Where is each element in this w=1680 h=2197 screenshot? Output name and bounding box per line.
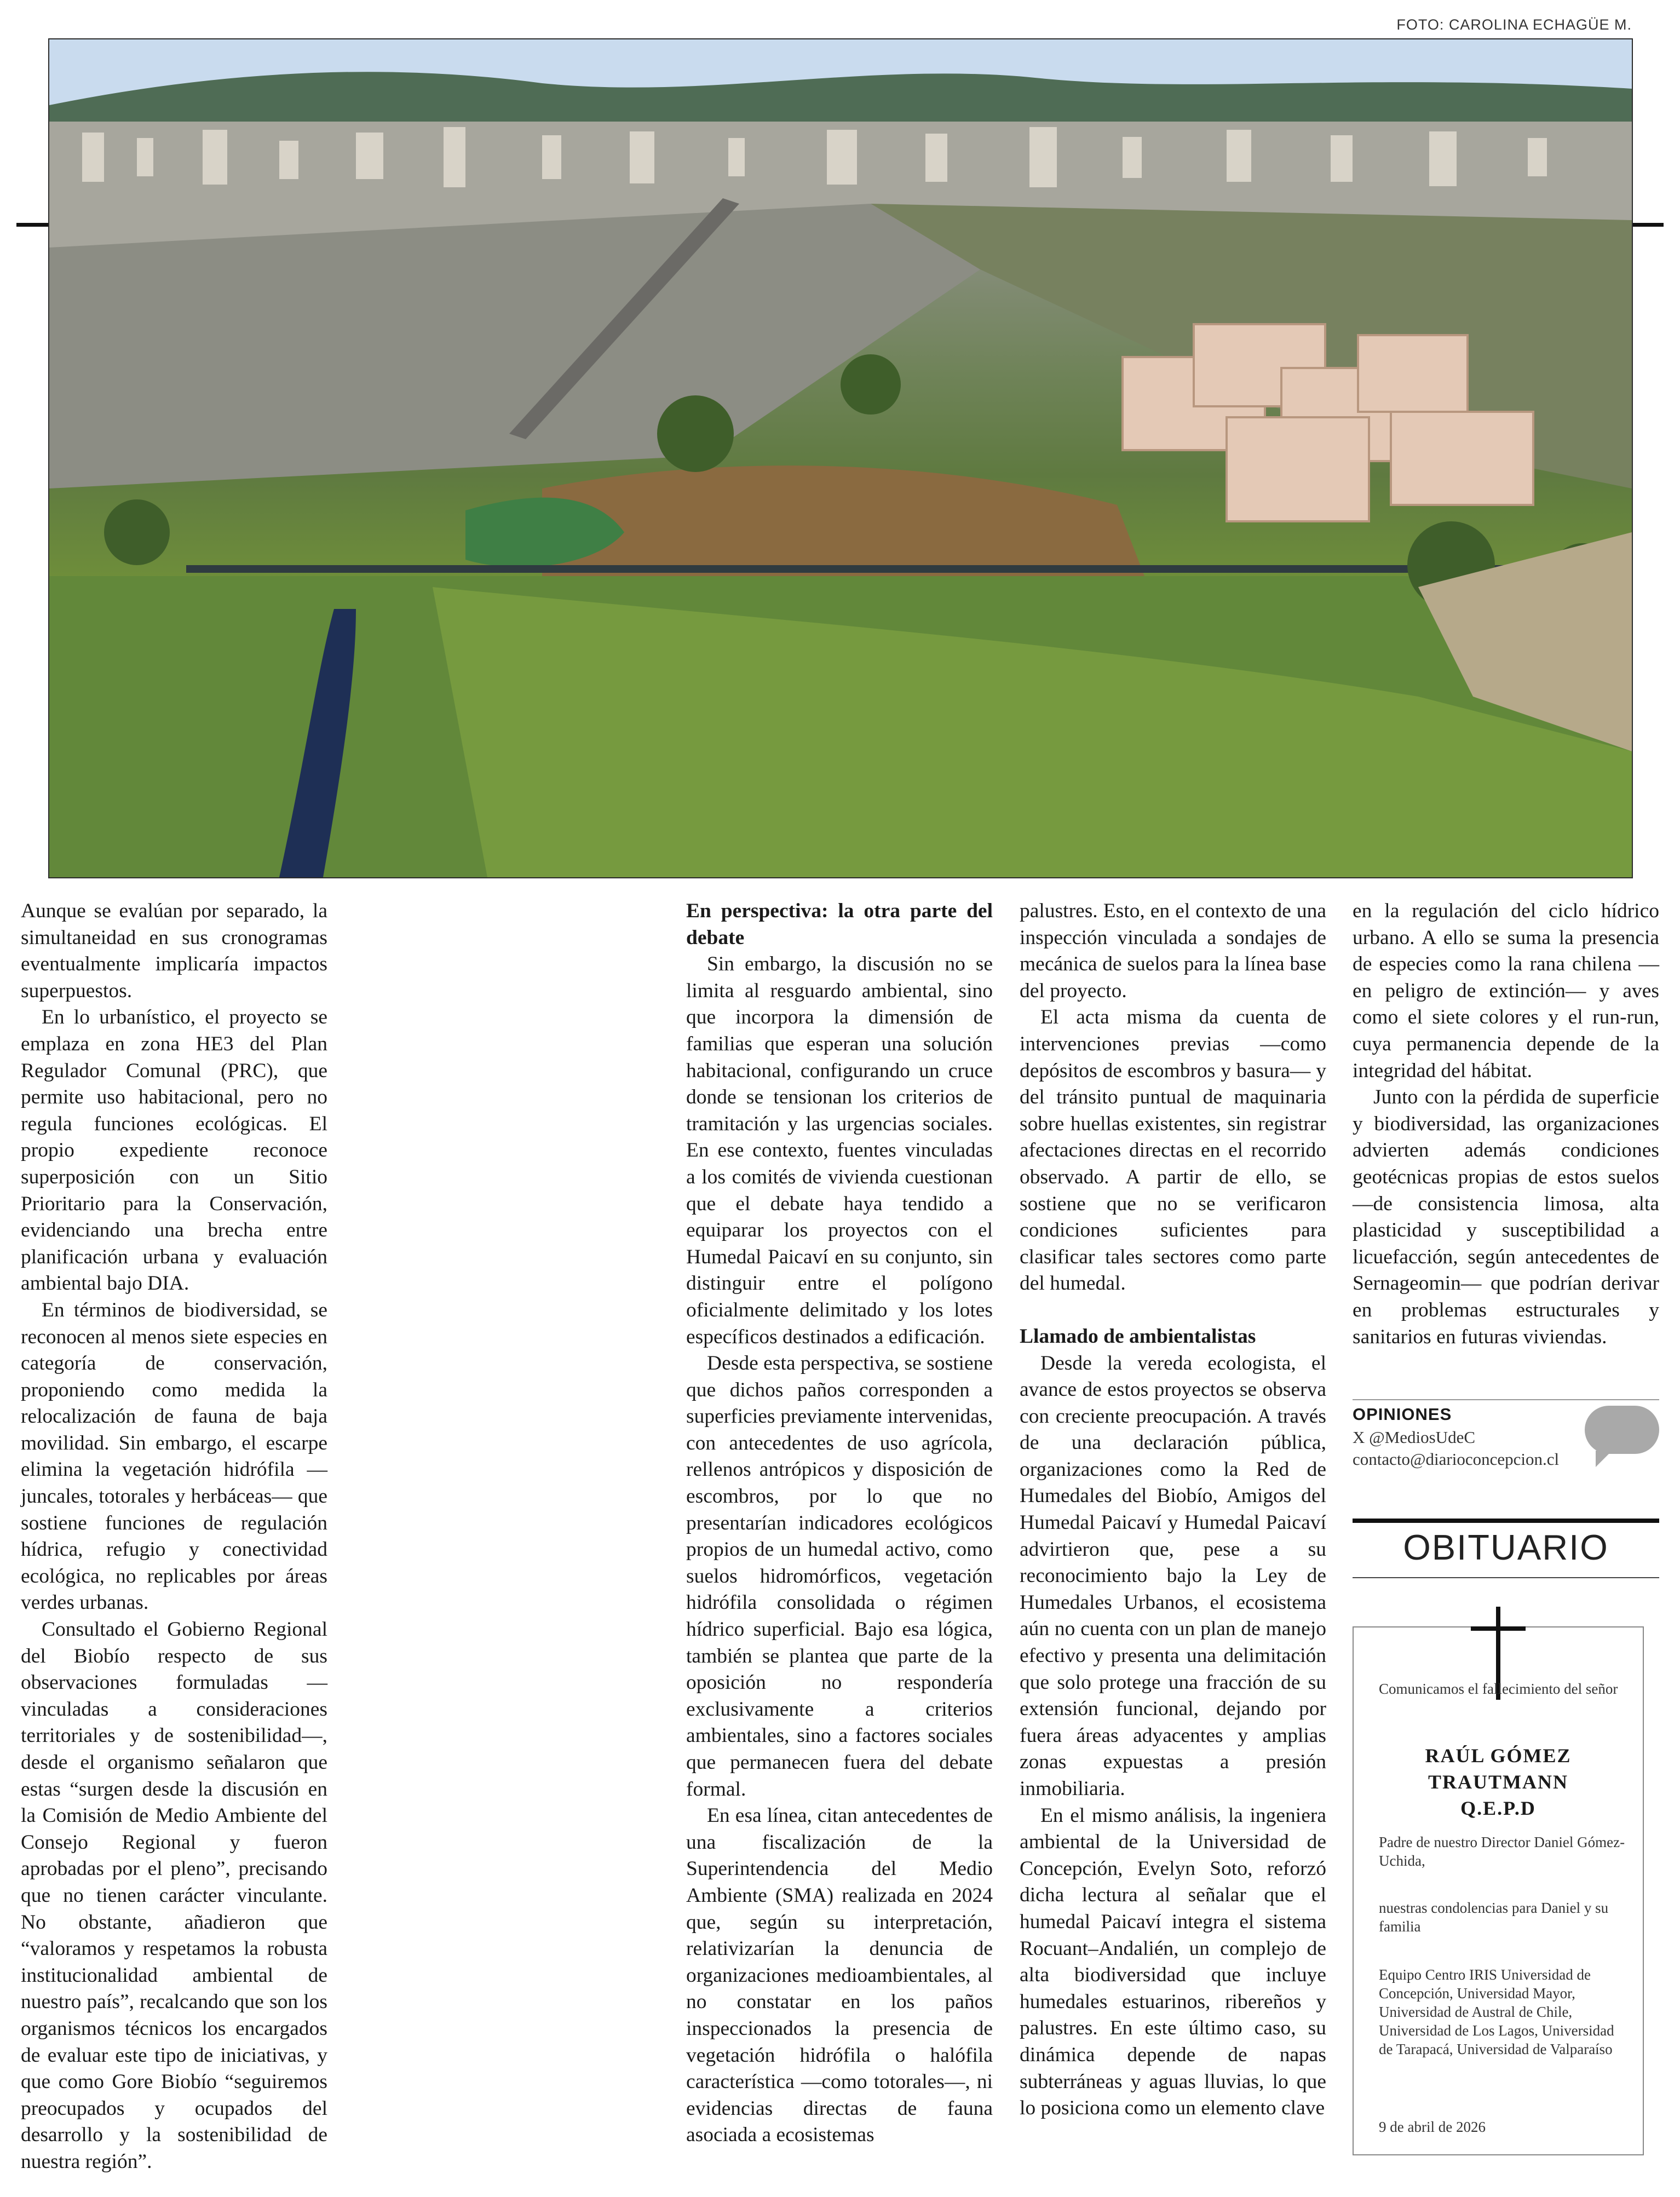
article-paragraph: Desde esta perspectiva, se sostiene que dichos paños corresponden a superficies previamente intervenidas, con antecedentes de uso agrícola, rellenos antrópicos y disposición de escombros, por lo que no presentarían indicadores ecológicos propios de un humedal activo, como suelos hidromórficos, vegetación hidrófila consolidada o régimen hídrico superficial. Bajo esa lógica, también se plantea que parte de la oposición no respondería exclusivamente a criterios ambientales, sino a factores sociales que permanecen fuera del debate formal. xyxy=(686,1352,993,1801)
subheading-ambientalistas: Llamado de ambientalistas xyxy=(1020,1325,1256,1348)
article-paragraph: En términos de biodiversidad, se reconocen al menos siete especies en categoría de conservación, proponiendo como medida la relocalización de fauna de baja movilidad. Sin embargo, el escarpe elimina la vegetación hidrófila —juncales, totorales y herbáceas— que sostiene funciones de regulación hídrica, refugio y conectividad ecológica, no replicables por áreas verdes urbanas. xyxy=(21,1298,327,1614)
obituario-title: OBITUARIO xyxy=(1403,1527,1609,1567)
obituary-card xyxy=(1353,1626,1644,2155)
obituary-name-line: TRAUTMANN xyxy=(1428,1771,1568,1793)
article-paragraph: Aunque se evalúan por separado, la simultaneidad en sus cronogramas eventualmente implicaría impactos superpuestos. xyxy=(21,900,327,1002)
obituary-name xyxy=(1368,1742,1629,1821)
aerial-photo-illustration xyxy=(49,39,1632,877)
article-paragraph: En esa línea, citan antecedentes de una fiscalización de la Superintendencia del Medio Ambiente (SMA) realizada en 2024 que, según su interpretación, relativizarían la denuncia de organizaciones medioambientales, al no constatar en los paños inspeccionados la presencia de vegetación hidrófila o halófila característica —como totorales—, ni evidencias directas de fauna asociada a ecosistemas xyxy=(686,1804,993,2147)
opiniones-box xyxy=(1353,1399,1659,1469)
speech-bubble-icon xyxy=(1585,1406,1659,1454)
article-column-3 xyxy=(1020,898,1326,2122)
article-paragraph: El acta misma da cuenta de intervenciones previas —como depósitos de escombros y basura— y del tránsito puntual de maquinaria sobre huellas existentes, sin registrar afectaciones directas en el recorrido observado. A partir de ello, se sostiene que no se verificaron condiciones suficientes para clasificar tales sectores como parte del humedal. xyxy=(1020,1006,1326,1295)
obituary-date: 9 de abril de 2026 xyxy=(1379,2119,1486,2135)
aerial-photo xyxy=(48,38,1633,878)
obituary-name-line: RAÚL GÓMEZ xyxy=(1425,1745,1572,1767)
obituary-relation: Padre de nuestro Director Daniel Gómez-Uchida, xyxy=(1379,1834,1625,1869)
article-paragraph: Sin embargo, la discusión no se limita al resguardo ambiental, sino que incorpora la dimensión de familias que esperan una solución habitacional, configurando un cruce donde se tensionan los criterios de tramitación y las urgencias sociales. En ese contexto, fuentes vinculadas a los comités de vivienda cuestionan que el debate haya tendido a equiparar los proyectos con el Humedal Paicaví en su conjunto, sin distinguir entre el polígono oficialmente delimitado y los lotes específicos destinados a edificación. xyxy=(686,953,993,1348)
article-paragraph: en la regulación del ciclo hídrico urbano. A ello se suma la presencia de especies como la rana chilena —en peligro de extinción— y aves como el siete colores y el run-run, cuya permanencia depende de la integridad del hábitat. xyxy=(1353,900,1659,1082)
obituary-name-line: Q.E.P.D xyxy=(1460,1797,1536,1819)
article-paragraph: En el mismo análisis, la ingeniera ambiental de la Universidad de Concepción, Evelyn Soto, reforzó dicha lectura al señalar que el humedal Paicaví integra el sistema Rocuant–Andalién, un complejo de alta biodiversidad que incluye humedales estuarinos, ribereños y palustres. En este último caso, su dinámica depende de napas subterráneas y aguas lluvias, lo que lo posiciona como un elemento clave xyxy=(1020,1804,1326,2120)
article-column-4 xyxy=(1353,898,1659,1350)
page-edge-mark-right xyxy=(1630,223,1664,227)
article-column-1 xyxy=(21,898,327,2176)
obituario-top-bar xyxy=(1353,1519,1659,1523)
article-paragraph: Consultado el Gobierno Regional del Biobío respecto de sus observaciones formuladas —vinculadas a consideraciones territoriales y de sostenibilidad—, desde el organismo señalaron que estas “surgen desde la discusión en la Comisión de Medio Ambiente del Consejo Regional y fueron aprobadas por el pleno”, precisando que no tienen carácter vinculante. No obstante, añadieron que “valoramos y respetamos la robusta institucionalidad ambiental de nuestro país”, recalcando que son los organismos técnicos los encargados de evaluar este tipo de iniciativas, y que como Gore Biobío “seguiremos preocupados y ocupados del desarrollo y la sostenibilidad de nuestra región”. xyxy=(21,1618,327,2173)
opiniones-email[interactable]: contacto@diarioconcepcion.cl xyxy=(1353,1450,1560,1469)
article-paragraph: Junto con la pérdida de superficie y biodiversidad, las organizaciones advierten además condiciones geotécnicas propias de estos suelos —de consistencia limosa, alta plasticidad y susceptibilidad a licuefacción, según antecedentes de Sernageomin— que podrían derivar en problemas estructurales y sanitarios en futuras viviendas. xyxy=(1353,1086,1659,1348)
opiniones-title: OPINIONES xyxy=(1353,1405,1452,1424)
photo-credit: FOTO: CAROLINA ECHAGÜE M. xyxy=(1396,16,1632,33)
obituary-intro: Comunicamos el fallecimiento del señor xyxy=(1379,1681,1618,1697)
article-paragraph: palustres. Esto, en el contexto de una inspección vinculada a sondajes de mecánica de suelos para la línea base del proyecto. xyxy=(1020,900,1326,1002)
subheading-perspectiva: En perspectiva: la otra parte del debate xyxy=(686,900,993,949)
cross-icon-bar xyxy=(1471,1626,1526,1631)
obituario-divider xyxy=(1353,1577,1659,1578)
page-edge-mark-left xyxy=(16,223,50,227)
article-paragraph: Desde la vereda ecologista, el avance de estos proyectos se observa con creciente preocupación. A través de una declaración pública, organizaciones como la Red de Humedales del Biobío, Amigos del Humedal Paicaví y Humedal Paicaví advirtieron que, pese a su reconocimiento bajo la Ley de Humedales Urbanos, el ecosistema aún no cuenta con un plan de manejo efectivo y presenta una delimitación que solo protege una fracción de su extensión funcional, dejando por fuera áreas adyacentes y amplias zonas expuestas a presión inmobiliaria. xyxy=(1020,1351,1326,1800)
obituary-signature: Equipo Centro IRIS Universidad de Concepción, Universidad Mayor, Universidad de Austral de Chile, Universidad de Los Lagos, Universidad de Tarapacá, Universidad de Valparaíso xyxy=(1379,1966,1614,2057)
article-column-2 xyxy=(686,898,993,2149)
obituary-condolences: nuestras condolencias para Daniel y su familia xyxy=(1379,1900,1609,1935)
opiniones-twitter[interactable]: X @MediosUdeC xyxy=(1353,1428,1476,1447)
article-paragraph: En lo urbanístico, el proyecto se emplaza en zona HE3 del Plan Regulador Comunal (PRC), que permite uso habitacional, pero no regula funciones ecológicas. El propio expediente reconoce superposición con un Sitio Prioritario para la Conservación, evidenciando una brecha entre planificación urbana y evaluación ambiental bajo DIA. xyxy=(21,1006,327,1295)
